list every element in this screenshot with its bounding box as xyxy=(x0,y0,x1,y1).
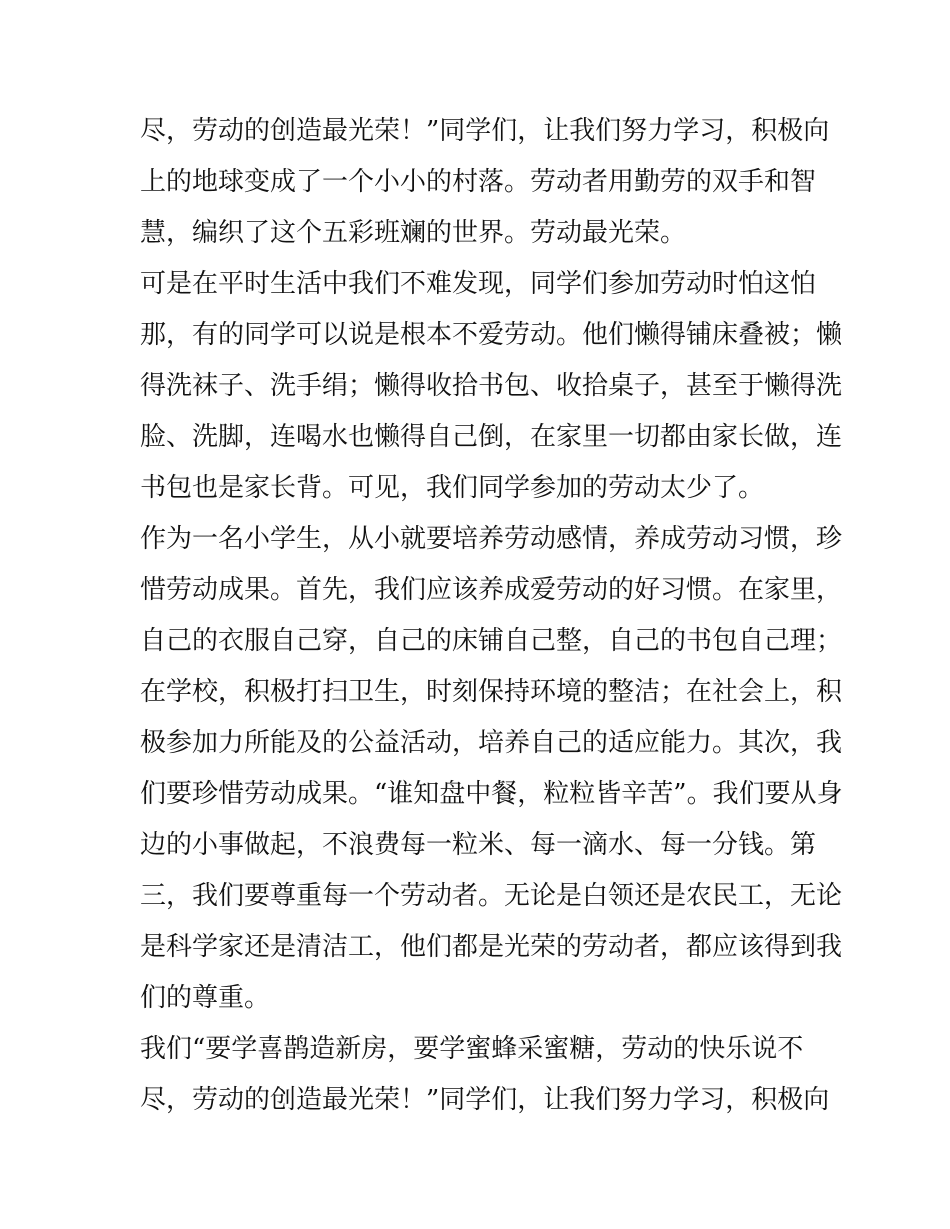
body-text xyxy=(140,106,843,1126)
text-line: 得洗袜子、洗手绢；懒得收拾书包、收拾桌子，甚至于懒得洗 xyxy=(140,371,843,401)
text-line: 尽，劳动的创造最光荣！”同学们，让我们努力学习，积极向 xyxy=(140,1085,830,1115)
text-line: 书包也是家长背。可见，我们同学参加的劳动太少了。 xyxy=(140,473,765,503)
text-line: 慧，编织了这个五彩班斓的世界。劳动最光荣。 xyxy=(140,218,687,248)
text-line: 在学校，积极打扫卫生，时刻保持环境的整洁；在社会上，积 xyxy=(140,677,843,707)
text-line: 那，有的同学可以说是根本不爱劳动。他们懒得铺床叠被；懒 xyxy=(140,320,843,350)
text-line: 脸、洗脚，连喝水也懒得自己倒，在家里一切都由家长做，连 xyxy=(140,422,843,452)
text-line: 自己的衣服自己穿，自己的床铺自己整，自己的书包自己理； xyxy=(140,626,843,656)
text-line: 我们“要学喜鹊造新房，要学蜜蜂采蜜糖，劳动的快乐说不 xyxy=(140,1034,804,1064)
text-line: 们的尊重。 xyxy=(140,983,271,1013)
text-line: 可是在平时生活中我们不难发现，同学们参加劳动时怕这怕 xyxy=(140,269,817,299)
text-line: 上的地球变成了一个小小的村落。劳动者用勤劳的双手和智 xyxy=(140,167,817,197)
text-line: 三，我们要尊重每一个劳动者。无论是白领还是农民工，无论 xyxy=(140,881,843,911)
text-line: 尽，劳动的创造最光荣！”同学们，让我们努力学习，积极向 xyxy=(140,116,830,146)
text-line: 是科学家还是清洁工，他们都是光荣的劳动者，都应该得到我 xyxy=(140,932,843,962)
text-line: 边的小事做起，不浪费每一粒米、每一滴水、每一分钱。第 xyxy=(140,830,817,860)
text-line: 极参加力所能及的公益活动，培养自己的适应能力。其次，我 xyxy=(140,728,843,758)
text-line: 惜劳动成果。首先，我们应该养成爱劳动的好习惯。在家里， xyxy=(140,575,843,605)
text-line: 们要珍惜劳动成果。“谁知盘中餐，粒粒皆辛苦”。我们要从身 xyxy=(140,779,843,809)
text-line: 作为一名小学生，从小就要培养劳动感情，养成劳动习惯，珍 xyxy=(140,524,843,554)
